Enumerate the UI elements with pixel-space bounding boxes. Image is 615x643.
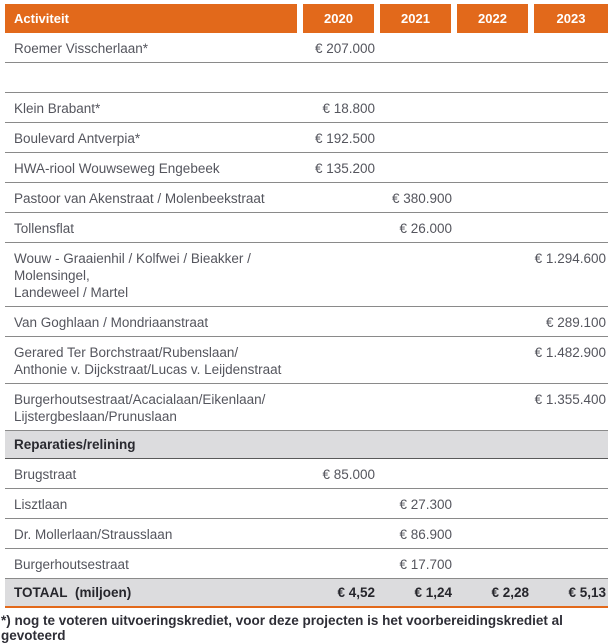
amount-cell-2023 <box>531 153 608 183</box>
amount-cell-2023 <box>531 519 608 549</box>
amount-cell-2022 <box>454 307 531 337</box>
activity-label-cell: Dr. Mollerlaan/Strausslaan <box>5 519 300 549</box>
amount-cell-2021 <box>377 153 454 183</box>
total-cell-2022: € 2,28 <box>454 579 531 608</box>
amount-cell-2021 <box>377 123 454 153</box>
amount-cell-2023 <box>531 123 608 153</box>
amount-cell-2022 <box>454 183 531 213</box>
amount-cell-2021 <box>377 243 454 307</box>
activity-label-cell: Burgerhoutsestraat <box>5 549 300 579</box>
amount-cell-2022 <box>454 459 531 489</box>
amount-cell-2020 <box>300 307 377 337</box>
amount-cell-2023 <box>531 183 608 213</box>
amount-cell-2023: € 1.294.600 <box>531 243 608 307</box>
amount-cell-2022 <box>454 63 531 93</box>
amount-cell-2020 <box>300 519 377 549</box>
table-header <box>5 4 608 33</box>
amount-cell-2020 <box>300 183 377 213</box>
amount-cell-2020: € 192.500 <box>300 123 377 153</box>
activity-label-cell: Boulevard Antverpia* <box>5 123 300 153</box>
amount-cell-2022 <box>454 519 531 549</box>
header-row <box>5 4 608 33</box>
total-row <box>5 579 608 608</box>
activity-line1: Wouw - Graaienhil / Kolfwei / Bieakker / Molensingel, <box>14 251 251 283</box>
table-row-empty <box>5 63 608 93</box>
amount-cell-2021 <box>377 307 454 337</box>
amount-cell-2023 <box>531 459 608 489</box>
activity-line2: Anthonie v. Dijckstraat/Lucas v. Leijdenstraat <box>14 362 282 377</box>
column-header-2021: 2021 <box>377 4 454 33</box>
amount-cell-2023: € 1.482.900 <box>531 337 608 384</box>
amount-cell-2021 <box>377 337 454 384</box>
table-row <box>5 549 608 579</box>
total-cell-2021: € 1,24 <box>377 579 454 608</box>
amount-cell-2022 <box>454 489 531 519</box>
column-header-2022: 2022 <box>454 4 531 33</box>
table-row <box>5 123 608 153</box>
table-row <box>5 153 608 183</box>
amount-cell-2020 <box>300 213 377 243</box>
amount-cell-2022 <box>454 243 531 307</box>
amount-cell-2020 <box>300 243 377 307</box>
amount-cell-2023: € 1.355.400 <box>531 384 608 431</box>
activities-budget-table <box>5 4 608 608</box>
amount-cell-2021: € 380.900 <box>377 183 454 213</box>
amount-cell-2020: € 135.200 <box>300 153 377 183</box>
footnote: *) nog te voteren uitvoeringskrediet, voor deze projecten is het voorbereidingskrediet al gevoteerd <box>1 613 563 643</box>
table-row <box>5 337 608 384</box>
activity-label-cell: HWA-riool Wouwseweg Engebeek <box>5 153 300 183</box>
amount-cell-2023 <box>531 63 608 93</box>
column-header-2023: 2023 <box>531 4 608 33</box>
amount-cell-2022 <box>454 153 531 183</box>
amount-cell-2022 <box>454 549 531 579</box>
amount-cell-2020: € 85.000 <box>300 459 377 489</box>
amount-cell-2021 <box>377 33 454 63</box>
total-cell-2023: € 5,13 <box>531 579 608 608</box>
amount-cell-2023 <box>531 33 608 63</box>
amount-cell-2020: € 18.800 <box>300 93 377 123</box>
amount-cell-2020 <box>300 384 377 431</box>
amount-cell-2021: € 86.900 <box>377 519 454 549</box>
activity-line2: Lijstergbeslaan/Prunuslaan <box>14 409 177 424</box>
amount-cell-2021: € 27.300 <box>377 489 454 519</box>
amount-cell-2022 <box>454 384 531 431</box>
activity-line2: Landeweel / Martel <box>14 285 129 300</box>
amount-cell-2020 <box>300 549 377 579</box>
activity-label-cell: Lisztlaan <box>5 489 300 519</box>
table-row <box>5 519 608 549</box>
activity-label-cell <box>5 384 300 431</box>
amount-cell-2023 <box>531 489 608 519</box>
amount-cell-2022 <box>454 213 531 243</box>
activity-label-cell: Pastoor van Akenstraat / Molenbeekstraat <box>5 183 300 213</box>
table-row <box>5 459 608 489</box>
amount-cell-2021: € 17.700 <box>377 549 454 579</box>
amount-cell-2020: € 207.000 <box>300 33 377 63</box>
amount-cell-2023 <box>531 93 608 123</box>
activity-label-cell <box>5 63 300 93</box>
amount-cell-2020 <box>300 337 377 384</box>
amount-cell-2022 <box>454 337 531 384</box>
activity-label-cell: Van Goghlaan / Mondriaanstraat <box>5 307 300 337</box>
activity-line1: Gerared Ter Borchstraat/Rubenslaan/ <box>14 345 239 360</box>
amount-cell-2020 <box>300 489 377 519</box>
table-row <box>5 213 608 243</box>
column-header-2020: 2020 <box>300 4 377 33</box>
amount-cell-2021: € 26.000 <box>377 213 454 243</box>
activity-label-cell <box>5 243 300 307</box>
activity-line1: Burgerhoutsestraat/Acacialaan/Eikenlaan/ <box>14 392 266 407</box>
amount-cell-2022 <box>454 93 531 123</box>
activity-label-cell <box>5 337 300 384</box>
amount-cell-2020 <box>300 63 377 93</box>
table-row <box>5 243 608 307</box>
table-row <box>5 307 608 337</box>
activity-label-cell: Tollensflat <box>5 213 300 243</box>
amount-cell-2022 <box>454 123 531 153</box>
amount-cell-2022 <box>454 33 531 63</box>
table-row <box>5 33 608 63</box>
amount-cell-2021 <box>377 63 454 93</box>
amount-cell-2021 <box>377 384 454 431</box>
table-row <box>5 384 608 431</box>
amount-cell-2023: € 289.100 <box>531 307 608 337</box>
activity-label-cell: Klein Brabant* <box>5 93 300 123</box>
table-row <box>5 93 608 123</box>
amount-cell-2023 <box>531 549 608 579</box>
table-row <box>5 489 608 519</box>
amount-cell-2021 <box>377 459 454 489</box>
activity-label-cell: Brugstraat <box>5 459 300 489</box>
section-header-label: Reparaties/relining <box>5 431 608 459</box>
section-header-reparaties <box>5 431 608 459</box>
amount-cell-2021 <box>377 93 454 123</box>
total-label: TOTAAL (miljoen) <box>5 579 300 608</box>
table-row <box>5 183 608 213</box>
activity-label-cell: Roemer Visscherlaan* <box>5 33 300 63</box>
total-cell-2020: € 4,52 <box>300 579 377 608</box>
amount-cell-2023 <box>531 213 608 243</box>
column-header-activiteit: Activiteit <box>5 4 300 33</box>
